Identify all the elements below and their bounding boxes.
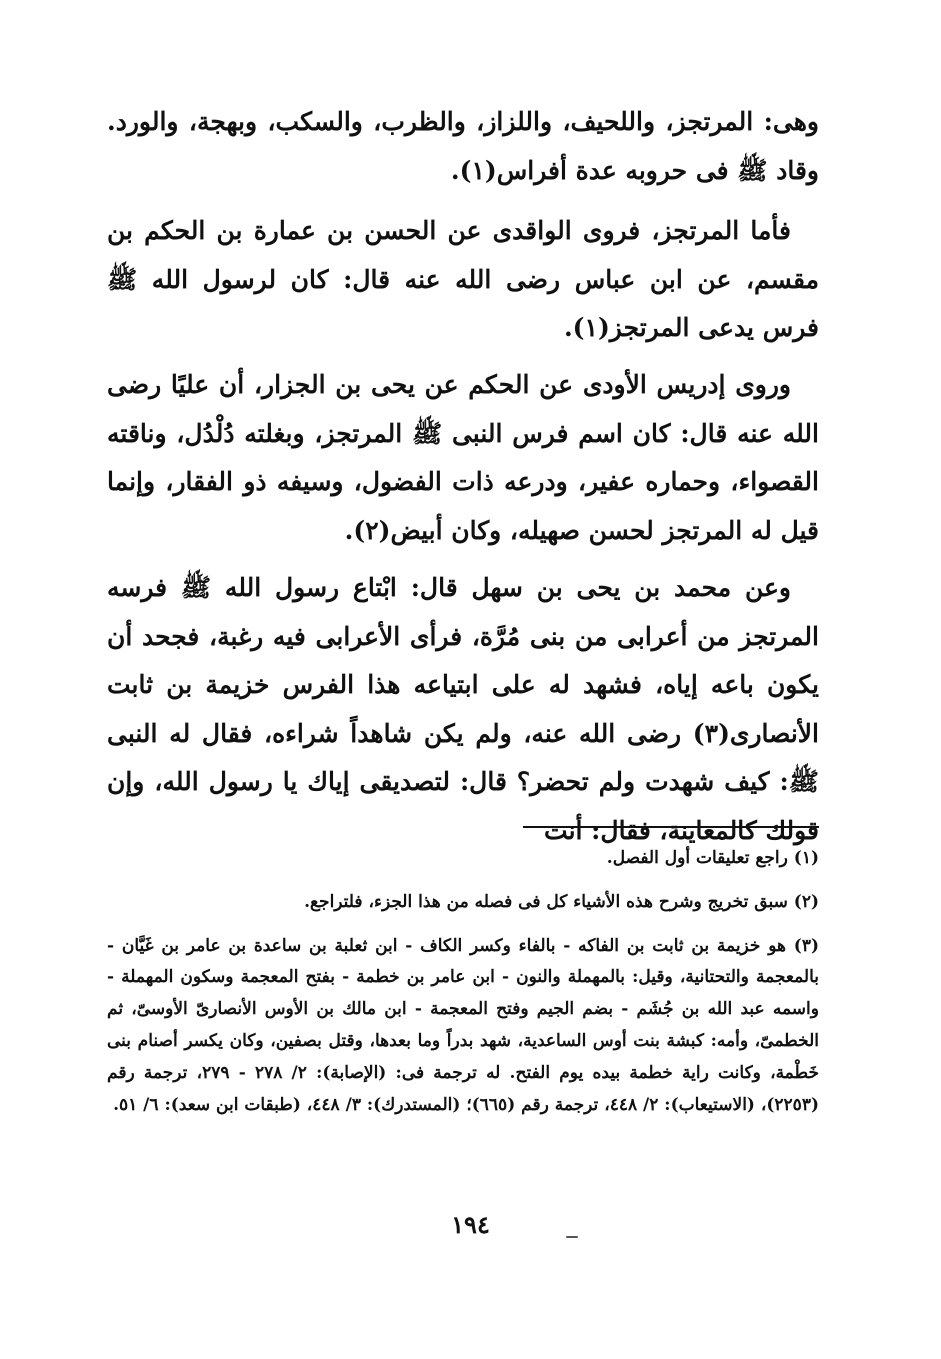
paragraph-muhammad-bin-yahya: [107, 564, 819, 855]
footnote-3: (٣) هو خزيمة بن ثابت بن الفاكه - بالفاء وكسر الكاف - ابن ثعلبة بن ساعدة بن عامر بن غَيَّان - بالمعجمة والتحتانية، وقيل: بالمهملة والنون - ابن عامر بن خطمة - بفتح المعجمة وسكون المهملة - واسمه عبد الله بن جُشَم - بضم الجيم وفتح المعجمة - ابن مالك بن الأوس الأنصارىّ الأوسىّ، ثم الخطمىّ، وأمه: كبشة بنت أوس الساعدية، شهد بدراً وما بعدها، وقتل بصفين، وكان يكسر أصنام بنى خَطْمة، وكانت راية خطمة بيده يوم الفتح. له ترجمة فى: (الإصابة): ٢/ ٢٧٨ - ٢٧٩، ترجمة رقم (٢٢٥٣)، (الاستيعاب): ٢/ ٤٤٨، ترجمة رقم (٦٦٥)؛ (المستدرك): ٣/ ٤٤٨، (طبقات ابن سعد): ٦/ ٥١.: [107, 935, 819, 1115]
paragraph-murtajiz-waqidi: [107, 207, 819, 353]
footnotes-section: [107, 843, 819, 1121]
paragraph-text: وهى: المرتجز، واللحيف، واللزاز، والظرب، والسكب، وبهجة، والورد. وقاد ﷺ فى حروبه عدة أفراس(١).: [107, 107, 819, 185]
print-mark: [566, 1236, 578, 1238]
page-number: ١٩٤: [451, 1210, 490, 1239]
paragraph-text: وعن محمد بن يحى بن سهل قال: ابْتاع رسول الله ﷺ فرسه المرتجز من أعرابى من بنى مُرَّة، فرأى الأعرابى فيه رغبة، فجحد أن يكون باعه إياه، فشهد له على ابتياعه هذا الفرس خزيمة بن ثابت الأنصارى(٣) رضى الله عنه، ولم يكن شاهداً شراءه، فقال له النبى ﷺ: كيف شهدت ولم تحضر؟ قال: لتصديقى إياك يا رسول الله، وإن قولك كالمعاينة، فقال: أنت: [107, 573, 819, 845]
paragraph-text: فأما المرتجز، فروى الواقدى عن الحسن بن عمارة بن الحكم بن مقسم، عن ابن عباس رضى الله عنه قال: كان لرسول الله ﷺ فرس يدعى المرتجز(١).: [107, 216, 819, 342]
footnote-2: (٢) سبق تخريج وشرح هذه الأشياء كل فى فصله من هذا الجزء، فلتراجع.: [304, 891, 819, 912]
footnote-divider: [523, 826, 819, 828]
paragraph-text: وروى إدريس الأودى عن الحكم عن يحى بن الجزار، أن عليًا رضى الله عنه قال: كان اسم فرس النبى ﷺ المرتجز، وبغلته دُلْدُل، وناقته القصواء، وحماره عفير، ودرعه ذات الفضول، وسيفه ذو الفقار، وإنما قيل له المرتجز لحسن صهيله، وكان أبيض(٢).: [107, 370, 819, 545]
paragraph-idris-awdi: [107, 361, 819, 555]
paragraph-horses-list: [107, 98, 819, 195]
footnote-1: (١) راجع تعليقات أول الفصل.: [606, 848, 819, 868]
